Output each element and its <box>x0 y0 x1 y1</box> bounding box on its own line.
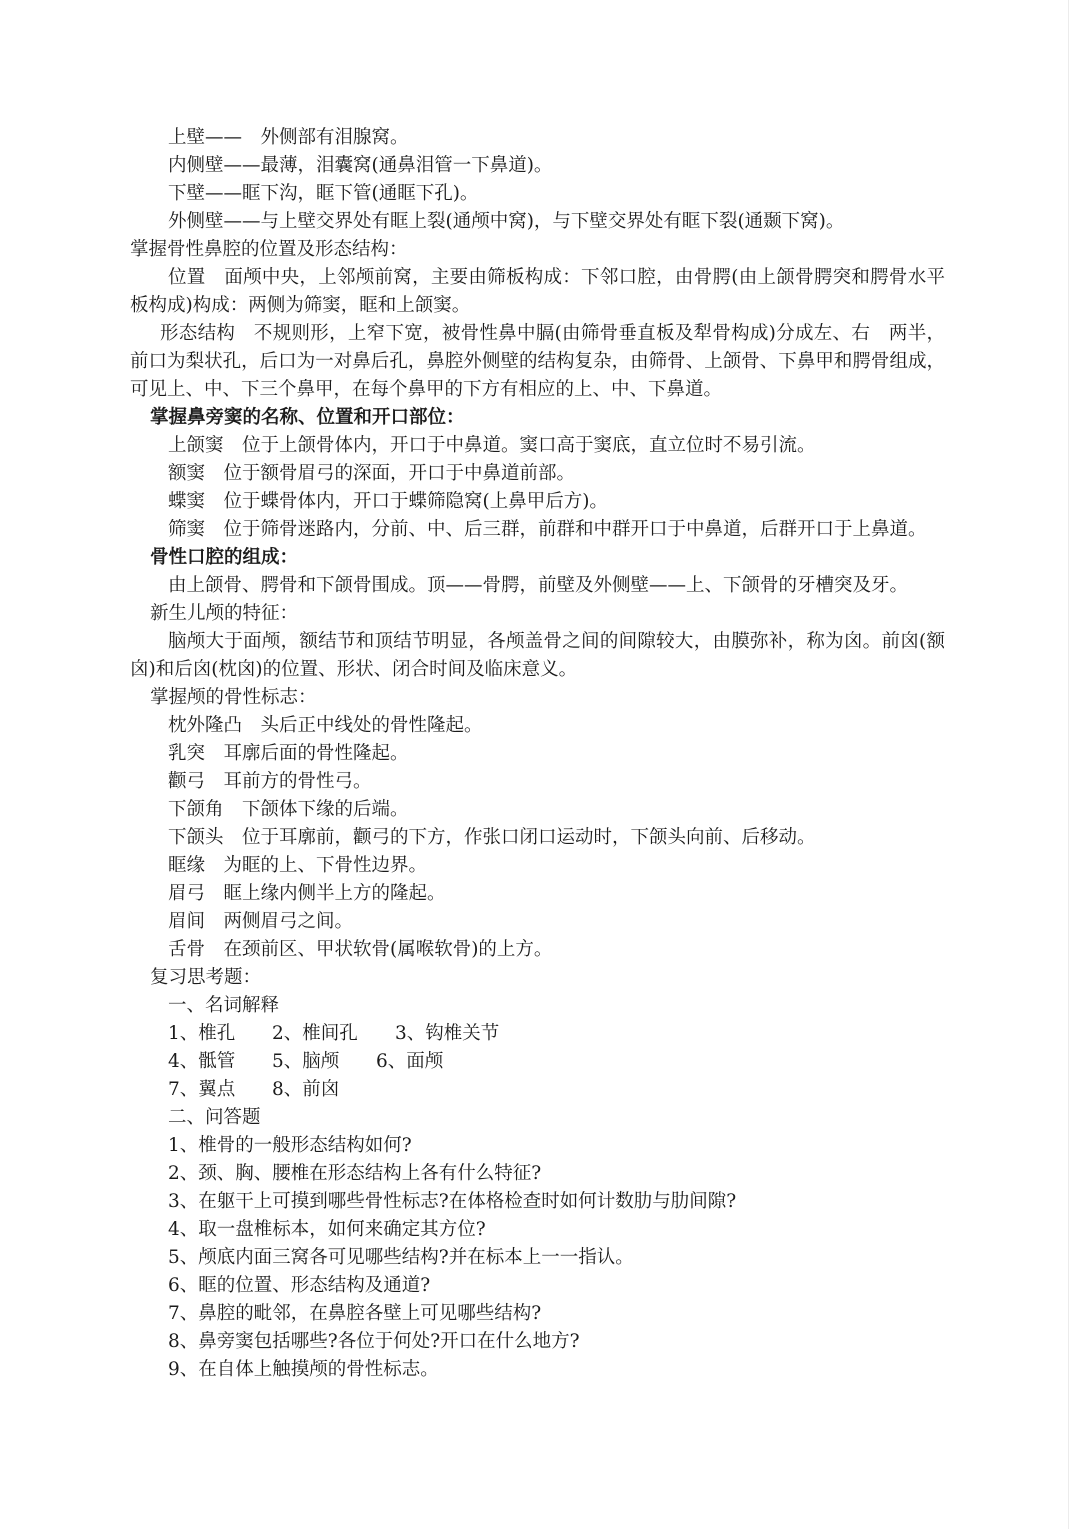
landmark-item: 眶缘 为眶的上、下骨性边界。 <box>168 855 428 876</box>
landmark-item: 颧弓 耳前方的骨性弓。 <box>168 771 372 792</box>
landmark-item: 眉弓 眶上缘内侧半上方的隆起。 <box>168 883 446 904</box>
newborn-skull-text: 囟)和后囟(枕囟)的位置、形状、闭合时间及临床意义。 <box>130 659 578 680</box>
sinus-item: 上颌窦 位于上颌骨体内，开口于中鼻道。窦口高于窦底，直立位时不易引流。 <box>168 435 816 456</box>
landmark-item: 舌骨 在颈前区、甲状软骨(属喉软骨)的上方。 <box>168 939 553 960</box>
nasal-morphology-line: 可见上、中、下三个鼻甲，在每个鼻甲的下方有相应的上、中、下鼻道。 <box>130 379 723 400</box>
term-item: 5、脑颅 <box>272 1051 340 1072</box>
scan-edge-line <box>1068 0 1069 1529</box>
question-item: 8、鼻旁窦包括哪些?各位于何处?开口在什么地方? <box>168 1331 580 1352</box>
oral-cavity-text: 由上颌骨、腭骨和下颌骨围成。顶——骨腭，前壁及外侧壁——上、下颌骨的牙槽突及牙。 <box>168 575 909 596</box>
term-item: 4、骶管 <box>168 1051 236 1072</box>
landmark-item: 下颌头 位于耳廓前，颧弓的下方，作张口闭口运动时，下颌头向前、后移动。 <box>168 827 816 848</box>
qa-heading: 二、问答题 <box>168 1107 261 1128</box>
term-item: 8、前囟 <box>272 1079 340 1100</box>
landmark-item: 乳突 耳廓后面的骨性隆起。 <box>168 743 409 764</box>
orbit-wall-lateral: 外侧壁——与上壁交界处有眶上裂(通颅中窝)，与下壁交界处有眶下裂(通颞下窝)。 <box>168 211 845 232</box>
term-item: 6、面颅 <box>376 1051 444 1072</box>
question-item: 1、椎骨的一般形态结构如何? <box>168 1135 412 1156</box>
nasal-morphology-line: 前口为梨状孔，后口为一对鼻后孔，鼻腔外侧壁的结构复杂，由筛骨、上颌骨、下鼻甲和腭骨组成， <box>130 351 945 372</box>
nasal-morphology-line: 形态结构 不规则形，上窄下宽，被骨性鼻中膈(由筛骨垂直板及犁骨构成)分成左、右 两半， <box>160 323 945 344</box>
question-item: 7、鼻腔的毗邻，在鼻腔各壁上可见哪些结构? <box>168 1303 542 1324</box>
sinus-item: 额窦 位于额骨眉弓的深面，开口于中鼻道前部。 <box>168 463 576 484</box>
terms-row <box>0 1076 1080 1104</box>
terms-row <box>0 1020 1080 1048</box>
paranasal-sinuses-heading: 掌握鼻旁窦的名称、位置和开口部位： <box>150 407 465 428</box>
landmark-item: 眉间 两侧眉弓之间。 <box>168 911 354 932</box>
question-item: 9、在自体上触摸颅的骨性标志。 <box>168 1359 439 1380</box>
landmark-item: 下颌角 下颌体下缘的后端。 <box>168 799 409 820</box>
question-item: 2、颈、胸、腰椎在形态结构上各有什么特征? <box>168 1163 542 1184</box>
sinus-item: 筛窦 位于筛骨迷路内，分前、中、后三群，前群和中群开口于中鼻道，后群开口于上鼻道。 <box>168 519 927 540</box>
term-item: 2、椎间孔 <box>272 1023 358 1044</box>
orbit-wall-medial: 内侧壁——最薄，泪囊窝(通鼻泪管一下鼻道)。 <box>168 155 553 176</box>
nasal-cavity-heading: 掌握骨性鼻腔的位置及形态结构： <box>130 239 408 260</box>
terms-heading: 一、名词解释 <box>168 995 280 1016</box>
term-item: 1、椎孔 <box>168 1023 236 1044</box>
question-item: 6、眶的位置、形态结构及通道? <box>168 1275 431 1296</box>
orbit-wall-inferior: 下壁——眶下沟，眶下管(通眶下孔)。 <box>168 183 479 204</box>
question-item: 4、取一盘椎标本，如何来确定其方位? <box>168 1219 486 1240</box>
term-item: 7、翼点 <box>168 1079 236 1100</box>
sinus-item: 蝶窦 位于蝶骨体内，开口于蝶筛隐窝(上鼻甲后方)。 <box>168 491 608 512</box>
question-item: 3、在躯干上可摸到哪些骨性标志?在体格检查时如何计数肋与肋间隙? <box>168 1191 737 1212</box>
newborn-skull-text: 脑颅大于面颅，额结节和顶结节明显，各颅盖骨之间的间隙较大，由膜弥补，称为囟。前囟(额 <box>168 631 945 652</box>
orbit-wall-superior: 上壁—— 外侧部有泪腺窝。 <box>168 127 409 148</box>
nasal-position-line: 板构成)构成：两侧为筛窦，眶和上颌窦。 <box>130 295 471 316</box>
question-item: 5、颅底内面三窝各可见哪些结构?并在标本上一一指认。 <box>168 1247 634 1268</box>
review-heading: 复习思考题： <box>150 967 262 988</box>
oral-cavity-heading: 骨性口腔的组成： <box>150 547 299 568</box>
landmark-item: 枕外隆凸 头后正中线处的骨性隆起。 <box>168 715 483 736</box>
terms-row <box>0 1048 1080 1076</box>
term-item: 3、钩椎关节 <box>395 1023 500 1044</box>
newborn-skull-heading: 新生儿颅的特征： <box>150 603 299 624</box>
skull-landmarks-heading: 掌握颅的骨性标志： <box>150 687 317 708</box>
nasal-position-line: 位置 面颅中央，上邻颅前窝，主要由筛板构成：下邻口腔，由骨腭(由上颌骨腭突和腭骨水平 <box>168 267 945 288</box>
